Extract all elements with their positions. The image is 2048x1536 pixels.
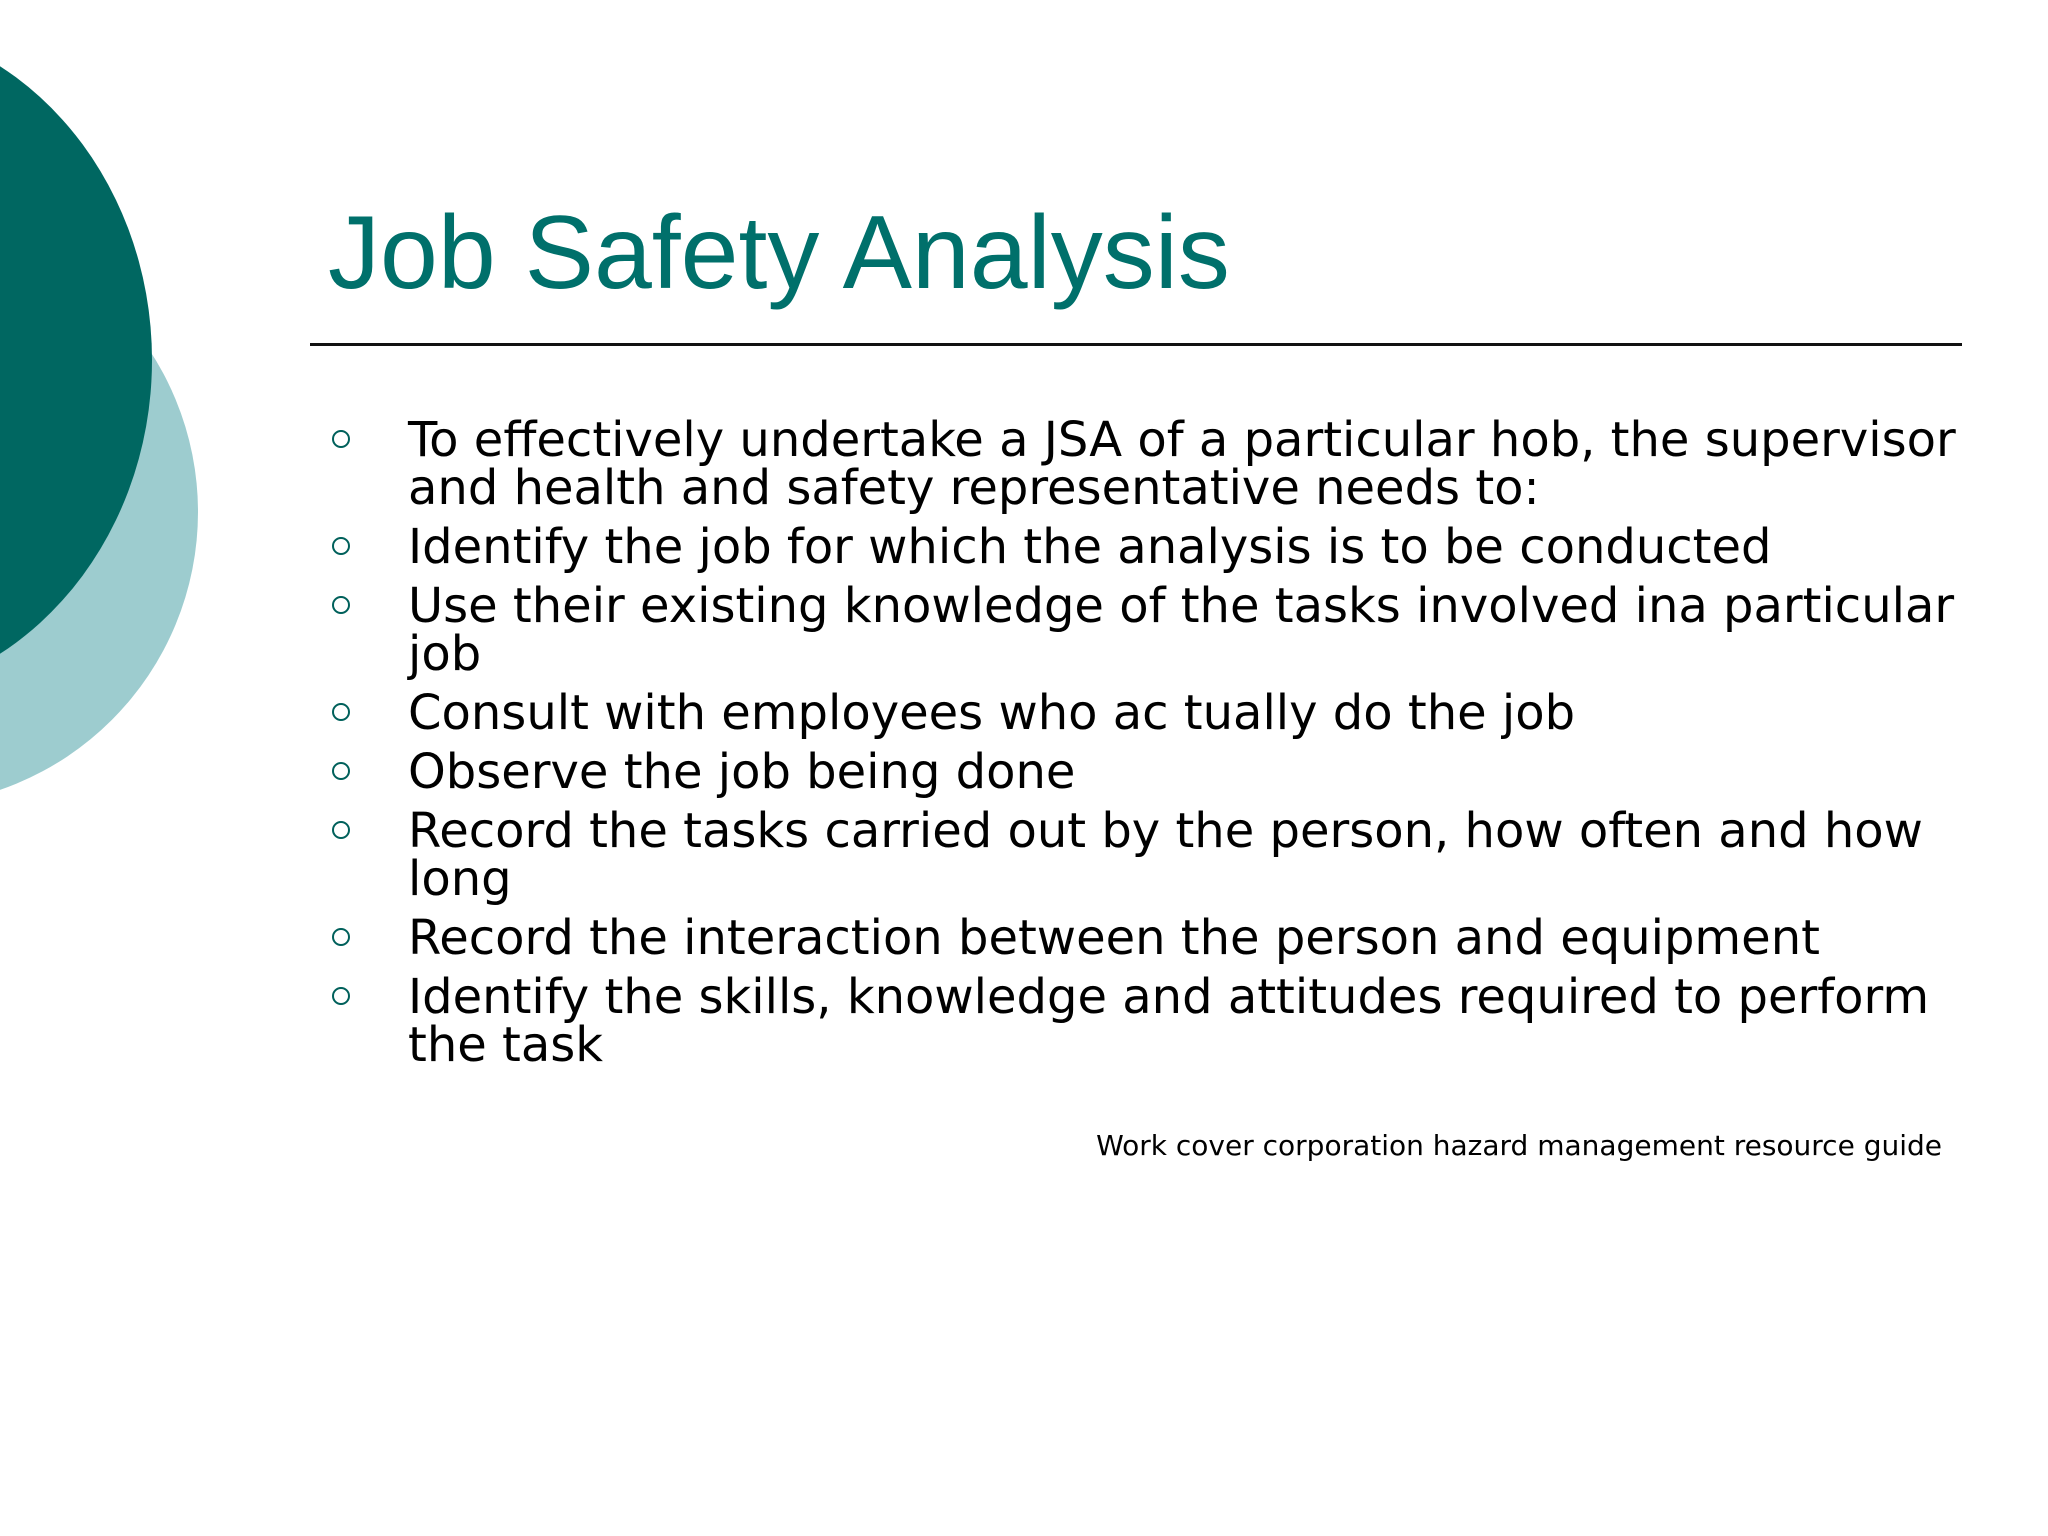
hollow-circle-icon xyxy=(332,821,350,839)
list-item xyxy=(328,744,1968,800)
list-item xyxy=(328,969,1968,1073)
list-item-text: Consult with employees who ac tually do the job xyxy=(408,685,1576,741)
list-item xyxy=(328,803,1968,907)
bullet-list xyxy=(328,412,1968,1080)
title-divider xyxy=(310,343,1962,346)
hollow-circle-icon xyxy=(332,762,350,780)
list-item xyxy=(328,578,1968,682)
list-item xyxy=(328,685,1968,741)
list-item-text: To effectively undertake a JSA of a particular hob, the supervisor and health and safety representative needs to: xyxy=(408,412,1956,516)
list-item-text: Identify the job for which the analysis is to be conducted xyxy=(408,519,1772,575)
list-item-text: Identify the skills, knowledge and attitudes required to perform the task xyxy=(408,969,1930,1073)
slide-title: Job Safety Analysis xyxy=(328,195,1230,311)
hollow-circle-icon xyxy=(332,537,350,555)
list-item-text: Record the interaction between the person and equipment xyxy=(408,910,1820,966)
hollow-circle-icon xyxy=(332,703,350,721)
list-item-text: Observe the job being done xyxy=(408,744,1076,800)
hollow-circle-icon xyxy=(332,987,350,1005)
list-item-text: Use their existing knowledge of the tasks involved ina particular job xyxy=(408,578,1955,682)
source-citation: Work cover corporation hazard management resource guide xyxy=(1096,1129,1942,1162)
list-item xyxy=(328,412,1968,516)
hollow-circle-icon xyxy=(332,596,350,614)
list-item xyxy=(328,519,1968,575)
hollow-circle-icon xyxy=(332,928,350,946)
hollow-circle-icon xyxy=(332,430,350,448)
list-item xyxy=(328,910,1968,966)
list-item-text: Record the tasks carried out by the person, how often and how long xyxy=(408,803,1923,907)
